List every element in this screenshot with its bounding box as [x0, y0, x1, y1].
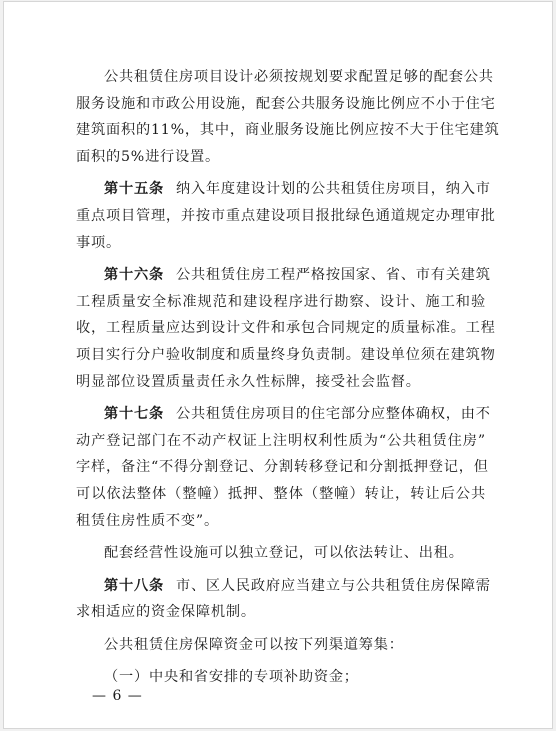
text-line: [76, 481, 486, 508]
text-line: [76, 289, 486, 316]
line-text: 市、区人民政府应当建立与公共租赁住房保障需: [175, 577, 491, 594]
line-text: 字样，备注“不得分割登记、分割转移登记和分割抵押登记，但: [76, 459, 489, 476]
article-heading: 第十八条: [104, 577, 164, 594]
text-line: [76, 540, 486, 567]
line-text: 求相适应的资金保障机制。: [76, 604, 256, 621]
text-line: [76, 176, 491, 203]
text-line: [76, 203, 496, 230]
document-body: [76, 64, 500, 691]
article-heading: 第十六条: [104, 267, 164, 284]
line-text: 项目实行分户验收制度和质量终身负责制。建设单位须在建筑物: [76, 346, 496, 363]
line-text: 动产登记部门在不动产权证上注明权利性质为“公共租赁住房”: [76, 432, 486, 449]
line-text: 收，工程质量应达到设计文件和承包合同规定的质量标准。工程: [76, 320, 496, 337]
text-line: [76, 230, 486, 257]
article-heading: 第十五条: [104, 181, 164, 198]
text-line: [76, 144, 486, 171]
text-line: [76, 508, 486, 535]
line-text: 配套经营性设施可以独立登记，可以依法转让、出租。: [104, 545, 464, 562]
text-line: [76, 64, 494, 91]
page-number: — 6 —: [92, 688, 143, 704]
line-text: 公共租赁住房项目的住宅部分应整体确权，由不: [175, 406, 491, 423]
text-line: [76, 262, 491, 289]
line-text: 重点项目管理，并按市重点建设项目报批绿色通道规定办理审批: [76, 207, 496, 224]
text-line: [76, 573, 491, 600]
line-text: 工程质量安全标准规范和建设程序进行勘察、设计、施工和验: [76, 293, 486, 310]
line-text: （一）中央和省安排的专项补助资金；: [104, 669, 359, 686]
line-text: 服务设施和市政公用设施，配套公共服务设施比例应不小于住宅: [76, 95, 496, 112]
line-text: 事项。: [76, 234, 121, 251]
line-text: 面积的5%进行设置。: [76, 148, 221, 165]
text-line: [76, 342, 496, 369]
text-line: [76, 315, 496, 342]
line-text: 纳入年度建设计划的公共租赁住房项目，纳入市: [175, 181, 491, 198]
text-line: [76, 599, 486, 626]
line-text: 公共租赁住房项目设计必须按规划要求配置足够的配套公共: [104, 69, 494, 85]
line-text: 可以依法整体（整幢）抵押、整体（整幢）转让，转让后公共: [76, 485, 486, 502]
line-text: 租赁住房性质不变”。: [76, 512, 219, 529]
text-line: [76, 632, 486, 659]
line-text: 建筑面积的11%，其中，商业服务设施比例应按不大于住宅建筑: [76, 122, 500, 139]
line-text: 明显部位设置质量责任永久性标牌，接受社会监督。: [76, 373, 421, 390]
text-line: [76, 428, 486, 455]
line-text: 公共租赁住房保障资金可以按下列渠道筹集：: [104, 636, 404, 653]
text-line: [76, 454, 489, 481]
text-line: [76, 401, 491, 428]
line-text: 公共租赁住房工程严格按国家、省、市有关建筑: [175, 267, 491, 284]
text-line: [76, 117, 500, 144]
document-page: [3, 1, 553, 729]
text-line: [76, 369, 486, 396]
text-line: [76, 91, 496, 118]
article-heading: 第十七条: [104, 406, 164, 423]
